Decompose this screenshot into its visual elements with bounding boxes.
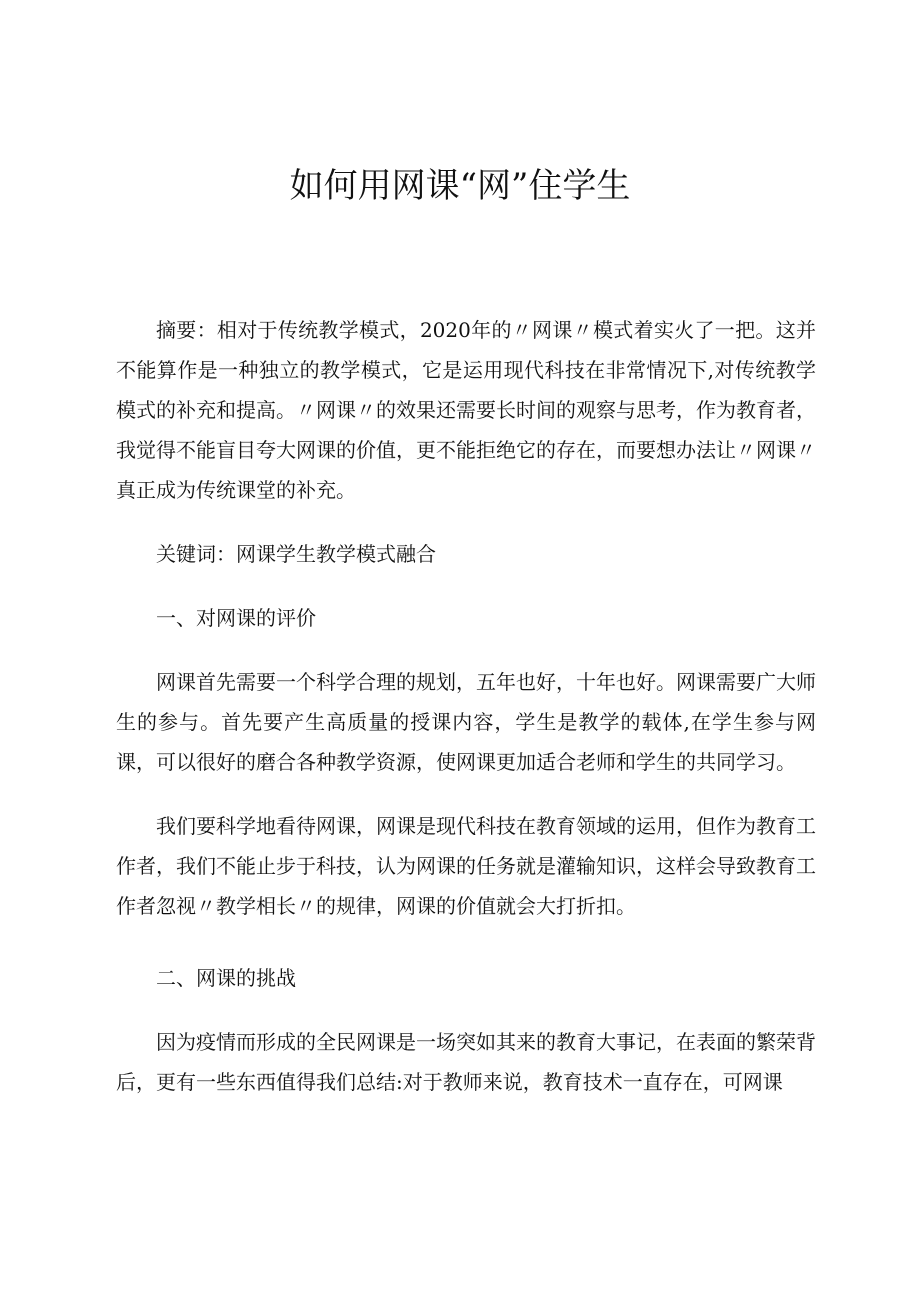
section-heading-2: 二、网课的挑战 xyxy=(156,966,296,990)
document-body xyxy=(116,310,816,1102)
body-paragraph: 因为疫情而形成的全民网课是一场突如其来的教育大事记，在表面的繁荣背后，更有一些东西值得我们总结:对于教师来说，教育技术一直存在，可网课 xyxy=(116,1030,816,1094)
abstract-paragraph: 摘要：相对于传统教学模式，2020年的〃网课〃模式着实火了一把。这并不能算作是一种独立的教学模式，它是运用现代科技在非常情况下,对传统教学模式的补充和提高。〃网课〃的效果还需要长时间的观察与思考，作为教育者，我觉得不能盲目夸大网课的价值，更不能拒绝它的存在，而要想办法让〃网课〃真正成为传统课堂的补充。 xyxy=(116,318,816,502)
body-paragraph: 网课首先需要一个科学合理的规划，五年也好，十年也好。网课需要广大师生的参与。首先要产生高质量的授课内容，学生是教学的载体,在学生参与网课，可以很好的磨合各种教学资源，使网课更加适合老师和学生的共同学习。 xyxy=(116,670,816,774)
section-heading-1: 一、对网课的评价 xyxy=(156,606,316,630)
body-paragraph: 我们要科学地看待网课，网课是现代科技在教育领域的运用，但作为教育工作者，我们不能止步于科技，认为网课的任务就是灌输知识，这样会导致教育工作者忽视〃教学相长〃的规律，网课的价值就会大打折扣。 xyxy=(116,814,816,918)
keywords-line: 关键词：网课学生教学模式融合 xyxy=(156,542,436,566)
document-title: 如何用网课“网”住学生 xyxy=(289,166,631,206)
